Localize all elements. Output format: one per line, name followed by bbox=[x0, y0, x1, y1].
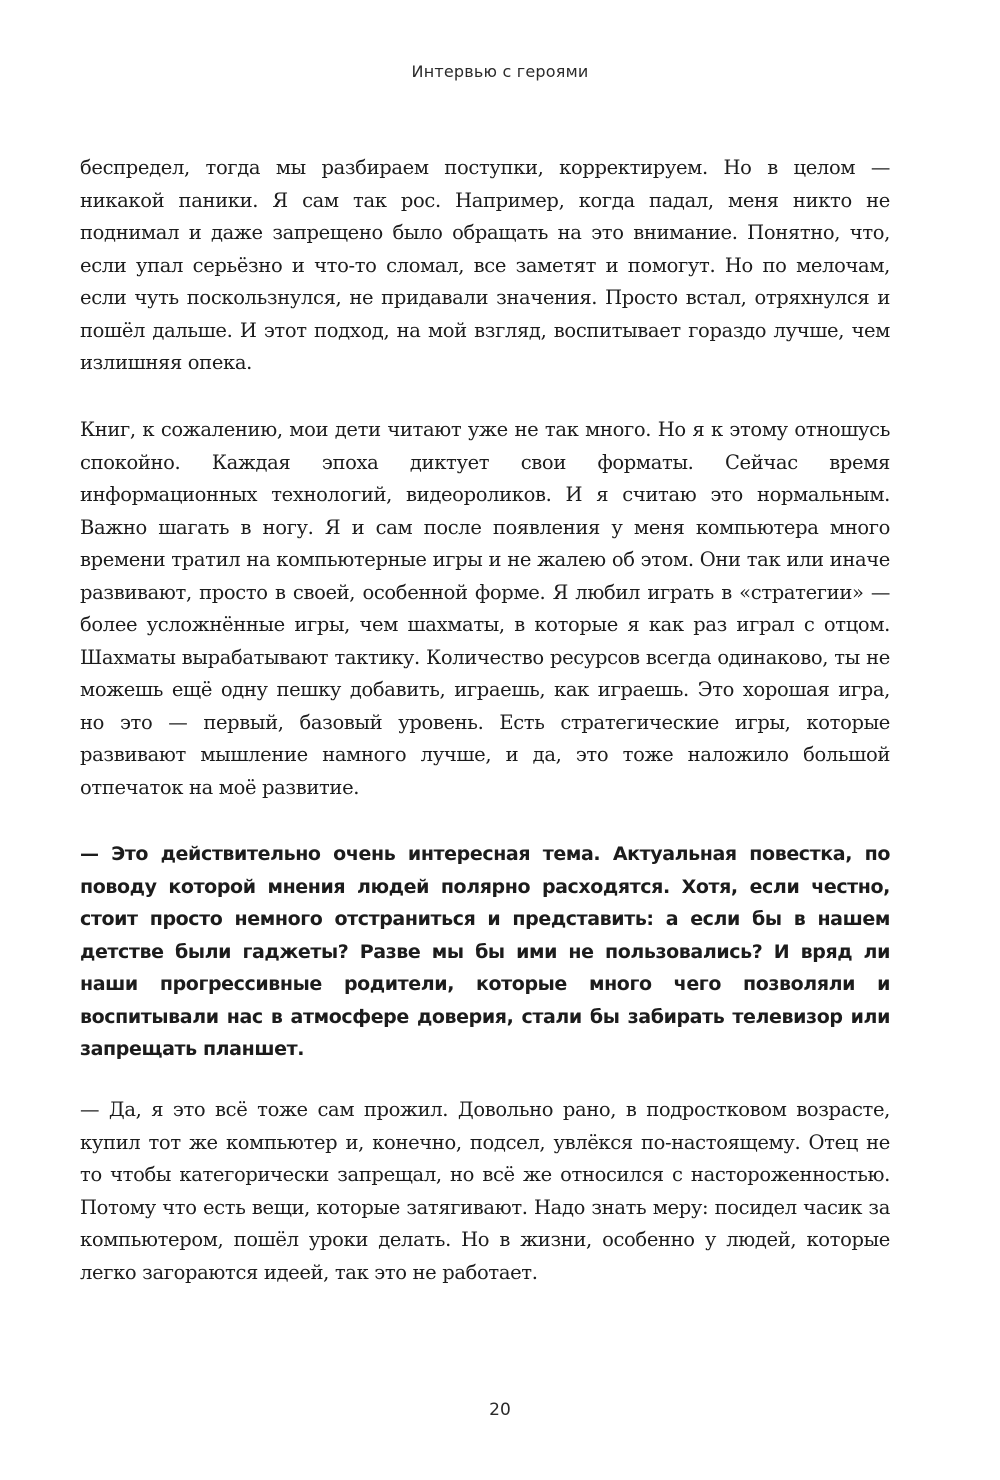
body-paragraph-2: Книг, к сожалению, мои дети читают уже не так много. Но я к этому отношусь спокойно. Каждая эпоха диктует свои форматы. Сейчас время информационных технологий, видеороликов. И я считаю это нормальным. Важно шагать в ногу. Я и сам после появления у меня компьютера много времени тратил на компьютерные игры и не жалею об этом. Они так или иначе развивают, просто в своей, особенной форме. Я любил играть в «стратегии» — более усложнённые игры, чем шахматы, в которые я как раз играл с отцом. Шахматы вырабатывают тактику. Количество ресурсов всегда одинаково, ты не можешь ещё одну пешку добавить, играешь, как играешь. Это хорошая игра, но это — первый, базовый уровень. Есть стратегические игры, которые развивают мышление намного лучше, и да, это тоже наложило большой отпечаток на моё развитие. bbox=[80, 418, 890, 799]
interview-question: — Это действительно очень интересная тема. Актуальная повестка, по поводу которой мнения людей полярно расходятся. Хотя, если честно, стоит просто немного отстраниться и представить: а если бы в нашем детстве были гаджеты? Разве мы бы ими не пользовались? И вряд ли наши прогрессивные родители, которые много чего позволяли и воспитывали нас в атмосфере доверия, стали бы забирать телевизор или запрещать планшет. bbox=[80, 843, 890, 1060]
body-paragraph-4: — Да, я это всё тоже сам прожил. Довольно рано, в подростковом возрасте, купил тот же компьютер и, конечно, подсел, увлёкся по-настоящему. Отец не то чтобы категорически запрещал, но всё же относился с настороженностью. Потому что есть вещи, которые затягивают. Надо знать меру: посидел часик за компьютером, пошёл уроки делать. Но в жизни, особенно у людей, которые легко загораются идеей, так это не работает. bbox=[80, 1098, 890, 1284]
body-paragraph-1: беспредел, тогда мы разбираем поступки, корректируем. Но в целом — никакой паники. Я сам так рос. Например, когда падал, меня никто не поднимал и даже запрещено было обращать на это внимание. Понятно, что, если упал серьёзно и что-то сломал, все заметят и помогут. Но по мелочам, если чуть поскользнулся, не придавали значения. Просто встал, отряхнулся и пошёл дальше. И этот подход, на мой взгляд, воспитывает гораздо лучше, чем излишняя опека. bbox=[80, 156, 890, 374]
running-header: Интервью с героями bbox=[411, 62, 589, 81]
page-number: 20 bbox=[489, 1400, 511, 1420]
